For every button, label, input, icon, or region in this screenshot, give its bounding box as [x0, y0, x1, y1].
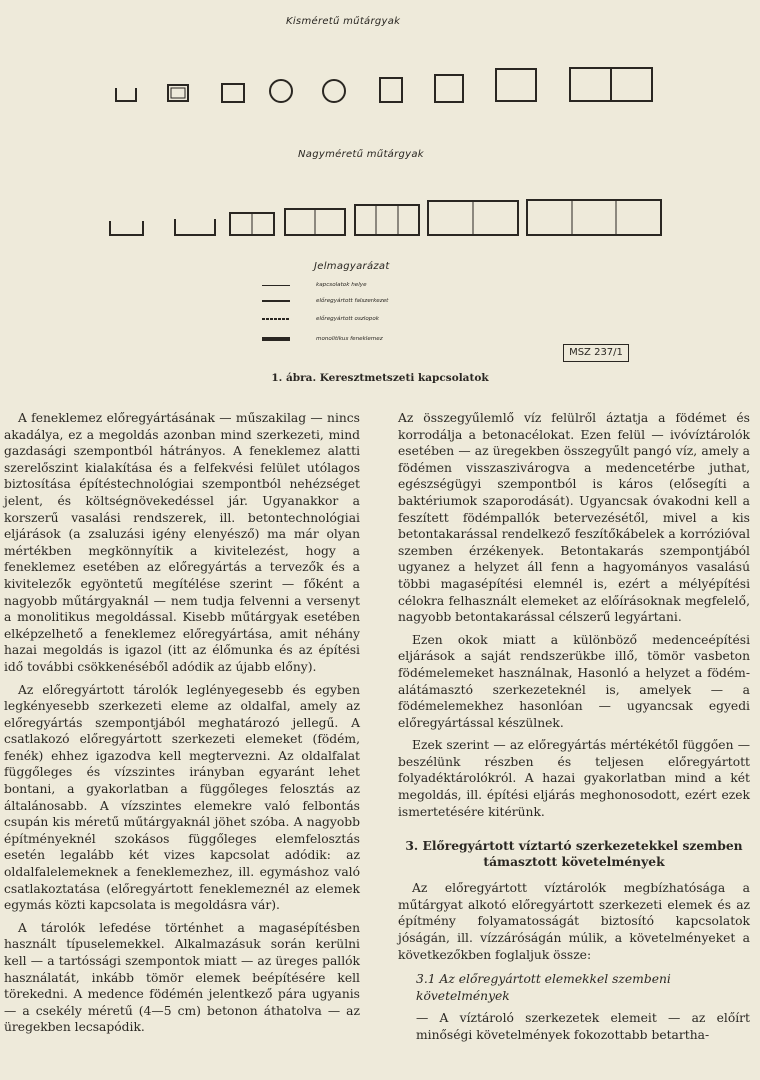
standard-reference: MSZ 237/1 — [563, 344, 629, 362]
shape-small-box-5 — [496, 69, 536, 101]
left-column — [4, 410, 360, 1042]
shape-large-open-channel-1 — [110, 221, 143, 235]
shape-small-box-inner — [171, 88, 185, 98]
shape-large-box-5 — [527, 200, 661, 235]
shape-small-circle-2 — [323, 80, 345, 102]
list-item: — A víztároló szerkezetek elemeit — az előírt minőségi követelmények fokozottabb betartha- — [416, 1011, 750, 1042]
figure-title-small: Kisméretű műtárgyak — [286, 16, 401, 27]
paragraph: A tárolók lefedése történhet a magasépítésben használt típuselemekkel. Alkalmazásuk során kerülni kell — a tartóssági szempontok miatt — az üreges pallók használatát, inkább tömör elemek beépítésére kell törekedni. A medence födémén jelentkező pára ugyanis — a csekély méretű (4—5 cm) betonon áthatolva — az üregekben lecsapódik. — [4, 920, 360, 1035]
paragraph: Ezen okok miatt a különböző medenceépítési eljárások a saját rendszerükbe illő, tömör vasbeton födémelemeket használnak, Hasonló a helyzet a födém-alátámasztó szerkezeteknél is, amelyek — a födémelemekhez hasonlóan — ugyancsak egyedi előregyártással készülnek. — [398, 632, 750, 730]
shape-small-box-4 — [435, 75, 463, 102]
legend-item-wall: előregyártott falszerkezet — [262, 296, 388, 306]
paragraph: Ezek szerint — az előregyártás mértékétől függően — beszélünk részben és teljesen előregyártott folyadéktárolókról. A hazai gyakorlatban mind a két megoldás, ill. építési eljárás meghonosodott, ezért ezek ismertetésére kitérünk. — [398, 738, 750, 819]
legend-item-columns: előregyártott oszlopok — [262, 314, 379, 324]
paragraph: Az előregyártott víztárolók megbízhatósága a műtárgyat alkotó előregyártott szerkezeti elemek és az építmény folyamatosságát biztosító kapcsolatok jóságán, ill. vízzáróságán múlik, a követelményeket a következőkben foglaljuk össze: — [398, 881, 750, 962]
paragraph: A feneklemez előregyártásának — műszakilag — nincs akadálya, ez a megoldás azonban mind szerkezeti, mind gazdasági szempontból hátrányos. A feneklemez alatti szerelőszint kialakítása és a felfekvési felület utólagos biztosítása építéstechnológiai szempontból nehézséget jelent, és költségnövekedéssel jár. Ugyanakkor a korszerű vasalási rendszerek, ill. betontechnológiai eljárások (a zsaluzási igény elenyésző) ma már olyan mértékben megkönnyítik a kivitelezést, hogy a feneklemez esetében az előregyártás a tervezők és a kivitelezők egyöntetű megítélése szerint — főként a nagyobb műtárgyaknál — nem tudja felvenni a versenyt a monolitikus megoldással. Kisebb műtárgyak esetében elképzelhető a feneklemez előregyártása, amit néhány hazai megoldás is igazol (itt az élőmunka és az építési idő további csökkenéséből adódik az újabb előny). — [4, 411, 360, 674]
figure-cross-section-connections — [0, 0, 760, 395]
legend-item-slab: monolitikus feneklemez — [262, 334, 383, 344]
legend-title: Jelmagyarázat — [314, 261, 390, 272]
figure-caption: 1. ábra. Keresztmetszeti kapcsolatok — [271, 372, 489, 384]
figure-title-large: Nagyméretű műtárgyak — [298, 149, 424, 160]
shape-small-open-channel — [116, 88, 136, 101]
paragraph: Az előregyártott tárolók leglényegesebb és egyben legkényesebb szerkezeti eleme az oldalfal, amely az előregyártás szempontjából meghatározó jellegű. A csatlakozó előregyártott szerkezeti elemeket (födém, fenék) ehhez igazodva kell megtervezni. Az oldalfalat függőleges és vízszintes irányban egyaránt lehet bontani, a gyakorlatban a függőleges felosztás az általánosabb. A vízszintes elemekre való felbontás csupán kis méretű műtárgyaknál jöhet szóba. A nagyobb építményeknél szokásos függőleges elemfelosztás esetén legalább két vizes kapcsolat adódik: az oldalfalelemeknek a feneklemezhez, ill. egymáshoz való csatlakoztatása (előregyártott feneklemeznél az elemek egymás közti kapcsolata is megoldásra vár). — [4, 682, 360, 913]
shape-large-box-3 — [355, 205, 419, 235]
section-heading: 3. Előregyártott víztartó szerkezetekkel szemben támasztott követelmények — [405, 838, 743, 870]
shape-small-box-2 — [222, 84, 244, 102]
subsection-heading: 3.1 Az előregyártott elemekkel szembeni követelmények — [416, 972, 671, 1003]
paragraph: Az összegyűlemlő víz felülről áztatja a födémet és korrodálja a betonacélokat. Ezen felül — ivóvíztárolók esetében — az üregekben összegyűlt pangó víz, amely a födémen visszaszivárogva a medencetérbe juthat, egészségügyi szempontból is káros (elősegíti a baktériumok szaporodását). Ugyancsak óvakodni kell a feszített födémpallók betervezésétől, mivel a kis betontakarással rendelkező feszítőkábelek a korrózióval szemben érzékenyek. Betontakarás szempontjából ugyanez a helyzet áll fenn a hagyományos vasalású többi magasépítési elemnél is, ezért a mélyépítési célokra felhasznált elemeket az előírásoknak megfelelő, nagyobb betontakarással célszerű legyártani. — [398, 411, 750, 625]
legend-item-connections: kapcsolatok helye — [262, 280, 367, 290]
shape-small-circle-1 — [270, 80, 292, 102]
shape-small-box-3 — [380, 78, 402, 102]
shape-large-open-channel-2 — [175, 219, 215, 235]
right-column — [398, 410, 750, 1044]
